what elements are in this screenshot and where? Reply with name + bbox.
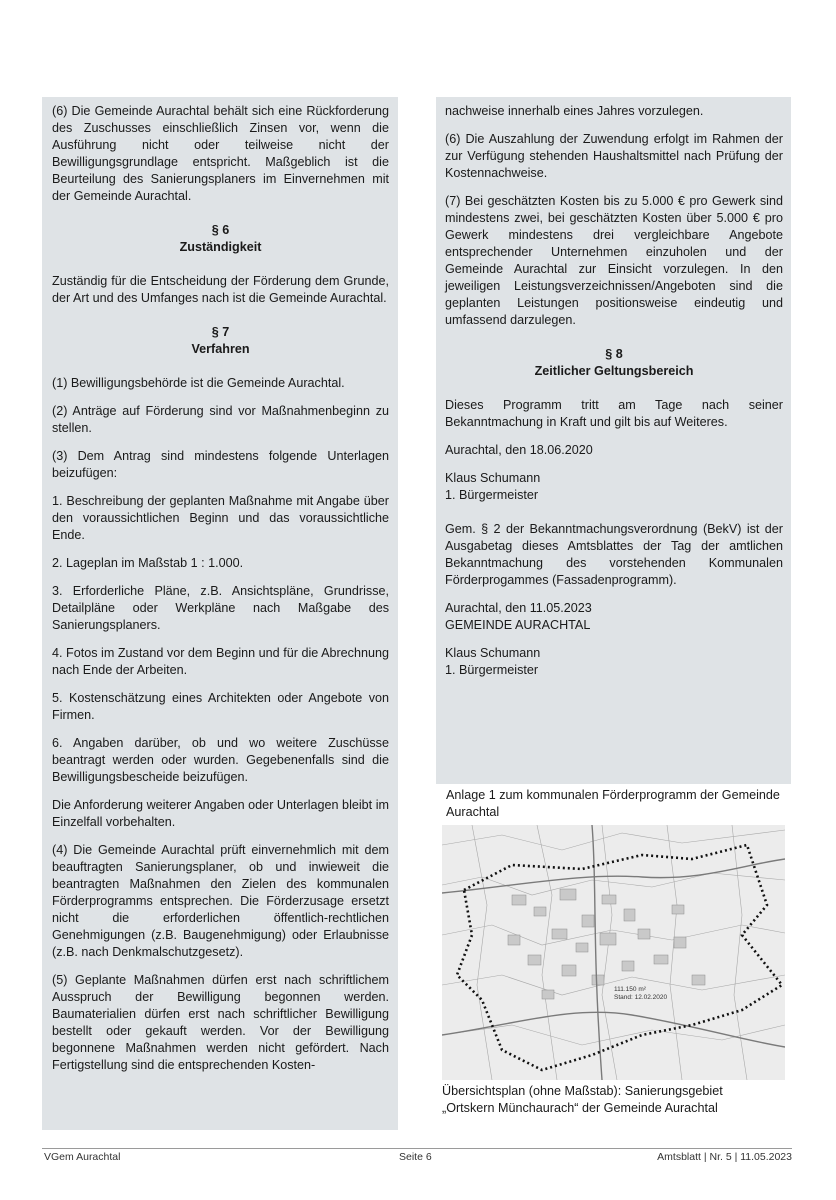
footer-publisher: VGem Aurachtal [44,1151,121,1163]
continuation-text: nachweise innerhalb eines Jahres vorzulegen. [445,104,704,118]
municipality-name: GEMEINDE AURACHTAL [445,618,591,632]
section-7-para-7: (7) Bei geschätzten Kosten bis zu 5.000 € pro Gewerk sind mindestens zwei, bei geschätzten Kosten über 5.000 € pro Gewerk mindestens drei vergleichbare Angebote entsprechender Unternehmen einzuholen und der Gemeinde Aurachtal zur Einsicht vorzulegen. In den jeweiligen Leistungsverzeichnissen/Angeboten sind die geplanten Leistungen positionsweise eindeutig und umfassend darzulegen. [445,194,783,327]
section-6-number: § 6 [211,223,230,237]
further-documents-note: Die Anforderung weiterer Angaben oder Unterlagen bleibt im Einzelfall vorbehalten. [52,798,389,829]
signature-date-1: Aurachtal, den 18.06.2020 [445,443,593,457]
left-column [42,97,398,1130]
right-column [436,97,791,784]
section-6-text: Zuständig für die Entscheidung der Förderung dem Grunde, der Art und des Umfanges nach ist die Gemeinde Aurachtal. [52,274,389,305]
section-7-para-3: (3) Dem Antrag sind mindestens folgende Unterlagen beizufügen: [52,449,389,480]
map-caption [442,1083,792,1117]
section-7-para-5: (5) Geplante Maßnahmen dürfen erst nach schriftlichem Ausspruch der Bewilligung begonnen werden. Baumaterialien dürfen erst nach schriftlicher Bewilligung bestellt oder gekauft werden. Vor der Bewilligung begonnene Maßnahmen werden nicht gefördert. Nach Fertigstellung sind die entsprechenden Kosten- [52,973,389,1072]
section-7-para-1: (1) Bewilligungsbehörde ist die Gemeinde Aurachtal. [52,376,345,390]
section-6-heading [52,222,389,256]
signature-date-2: Aurachtal, den 11.05.2023 [445,601,592,615]
signer-name-1: Klaus Schumann [445,471,541,485]
map-caption-line-1: Übersichtsplan (ohne Maßstab): Sanierungsgebiet [442,1084,723,1098]
footer-issue-info: Amtsblatt | Nr. 5 | 11.05.2023 [657,1151,792,1163]
signature-block-1 [445,470,783,504]
list-item-6: 6. Angaben darüber, ob und wo weitere Zuschüsse beantragt werden oder wurden. Gegebenenfalls sind die Bewilligungsbescheide beizufügen. [52,736,389,784]
signer-role-1: 1. Bürgermeister [445,488,539,502]
annex-title: Anlage 1 zum kommunalen Förderprogramm der Gemeinde Aurachtal [446,788,780,819]
list-item-2: 2. Lageplan im Maßstab 1 : 1.000. [52,556,244,570]
signature-block-2 [445,600,783,634]
section-7-title: Verfahren [191,342,250,356]
paragraph-6-repayment: (6) Die Gemeinde Aurachtal behält sich eine Rückforderung des Zuschusses einschließlich Zinsen vor, wenn die Ausführung nicht oder teilweise nicht der Bewilligungsgrundlage entspricht. Maßgeblich ist die Beurteilung des Sanierungsplaners im Einvernehmen mit der Gemeinde Aurachtal. [52,104,389,203]
section-8-title: Zeitlicher Geltungsbereich [534,364,694,378]
list-item-4: 4. Fotos im Zustand vor dem Beginn und für die Abrechnung nach Ende der Arbeiten. [52,646,389,677]
section-8-heading [445,346,783,380]
signature-block-3 [445,645,783,679]
section-8-number: § 8 [605,347,623,361]
section-8-text: Dieses Programm tritt am Tage nach seiner Bekanntmachung in Kraft und gilt bis auf Weiteres. [445,398,783,429]
map-area-label: 111.150 m² [614,986,646,993]
map-date-label: Stand: 12.02.2020 [614,994,668,1001]
section-7-number: § 7 [211,325,230,339]
list-item-5: 5. Kostenschätzung eines Architekten oder Angebote von Firmen. [52,691,389,722]
footer-divider [42,1148,792,1149]
signer-name-2: Klaus Schumann [445,646,541,660]
overview-map [442,825,785,1080]
section-7-heading [52,324,389,358]
map-graphic [442,825,785,1080]
list-item-3: 3. Erforderliche Pläne, z.B. Ansichtspläne, Grundrisse, Detailpläne oder Werkpläne nach Maßgabe des Sanierungsplaners. [52,584,389,632]
publication-notice: Gem. § 2 der Bekanntmachungsverordnung (BekV) ist der Ausgabetag dieses Amtsblattes der Tag der amtlichen Bekanntmachung des vorstehenden Kommunalen Förderprogammes (Fassadenprogramm). [445,522,783,587]
annex-heading [446,787,792,827]
footer-page-number: Seite 6 [399,1151,432,1163]
signer-role-2: 1. Bürgermeister [445,663,539,677]
section-7-para-4: (4) Die Gemeinde Aurachtal prüft einvernehmlich mit dem beauftragten Sanierungsplaner, ob und inwieweit die beantragten Maßnahmen den Zielen des kommunalen Förderprogramms entsprechen. Die Förderzusage ersetzt nicht die erforderlichen öffentlich-rechtlichen Genehmigungen (z.B. Baugenehmigung) oder Erlaubnisse (z.B. nach Denkmalschutzgesetz). [52,843,389,959]
section-6-title: Zuständigkeit [179,240,262,254]
section-7-para-6: (6) Die Auszahlung der Zuwendung erfolgt im Rahmen der zur Verfügung stehenden Haushaltsmittel nach Prüfung der Kostennachweise. [445,132,783,180]
map-caption-line-2: „Ortskern Münchaurach“ der Gemeinde Aurachtal [442,1101,718,1115]
section-7-para-2: (2) Anträge auf Förderung sind vor Maßnahmenbeginn zu stellen. [52,404,389,435]
list-item-1: 1. Beschreibung der geplanten Maßnahme mit Angabe über den voraussichtlichen Beginn und das voraussichtliche Ende. [52,494,389,542]
